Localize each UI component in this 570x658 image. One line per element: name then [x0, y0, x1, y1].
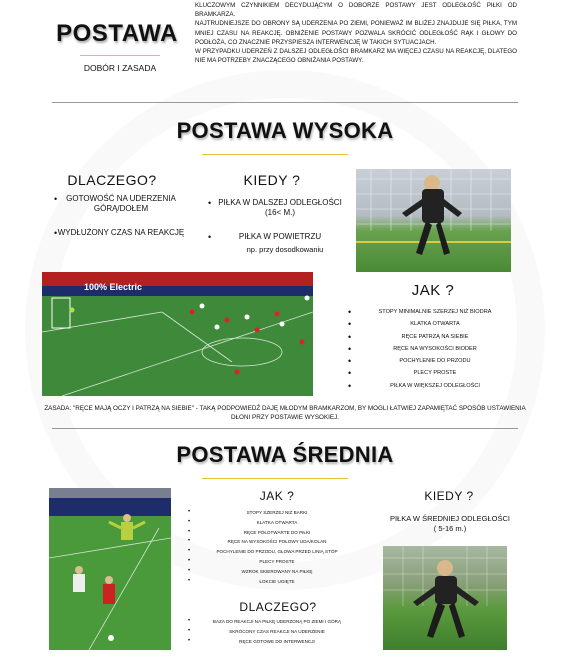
list-item: • STOPY MINIMALNIE SZERZEJ NIŻ BIODRA	[350, 306, 520, 318]
wysoka-dlaczego-heading: DLACZEGO?	[67, 172, 157, 188]
list-item: • RĘCE GOTOWE DO INTERWENCJI	[190, 637, 364, 647]
ad-board-text: 100% Electric	[84, 282, 143, 292]
zasada-text: ZASADA: "RĘCE MAJĄ OCZY I PATRZĄ NA SIEBIE" - TAKĄ PODPOWIEDŹ DAJĘ MŁODYM BRAMKARZOM, BY MOGLI ŁATWIEJ ZAPAMIĘTAĆ SPOSÓB USTAWIENIA DŁONI PRZY POSTAWIE WYSOKIEJ.	[44, 405, 526, 421]
section-underline	[202, 154, 348, 155]
list-item: • PIŁKA W DALSZEJ ODLEGŁOŚCI (16< M.)	[210, 198, 350, 218]
list-item: • POCHYLENIE DO PRZODU	[350, 355, 520, 367]
section-title-srednia: POSTAWA ŚREDNIA	[176, 442, 394, 467]
wysoka-jak-list	[350, 306, 520, 392]
section-underline	[202, 478, 348, 479]
list-item: • GOTOWOŚĆ NA UDERZENIA GÓRĄ/DOŁEM	[56, 194, 186, 214]
wysoka-kiedy-list	[210, 198, 350, 242]
list-item: • RĘCE NA WYSOKOŚCI POŁOWY UDA/KOLAN	[190, 537, 364, 547]
list-item: • SKRÓCONY CZAS REAKCJI NA UDERZENIE	[190, 627, 364, 637]
wysoka-kiedy-note: np. przy dosodkowaniu	[246, 245, 324, 254]
srednia-jak-list	[190, 508, 364, 586]
wysoka-kiedy-heading: KIEDY ?	[243, 172, 301, 188]
srednia-kiedy-range: ( 5-16 m.)	[433, 524, 467, 533]
list-item: • WZROK SKIEROWANY NA PIŁKĘ	[190, 567, 364, 577]
list-item: • PIŁKA W WIĘKSZEJ ODLEGŁOŚCI	[350, 380, 520, 392]
header	[0, 0, 570, 96]
divider	[52, 428, 518, 429]
srednia-kiedy-text: PIŁKA W ŚREDNIEJ ODLEGŁOŚCI	[389, 514, 511, 523]
srednia-kiedy-heading: KIEDY ?	[424, 489, 474, 503]
wysoka-jak-heading: JAK ?	[411, 282, 455, 299]
section-title-wysoka: POSTAWA WYSOKA	[176, 118, 394, 143]
list-item: • ŁOKCIE UGIĘTE	[190, 577, 364, 587]
list-item: • BAZA DO REAKCJI NA PIŁKĘ UDERZONĄ PO ZIEMI I GÓRĄ	[190, 617, 364, 627]
intro-text	[195, 1, 517, 65]
list-item: • PLECY PROSTE	[190, 557, 364, 567]
srednia-dlaczego-list	[190, 617, 364, 646]
list-item: • PIŁKA W POWIETRZU	[210, 232, 350, 242]
list-item: • RĘCE PÓŁOTWARTE DO PIŁKI	[190, 528, 364, 538]
srednia-jak-heading: JAK ?	[259, 489, 295, 503]
list-item: • POCHYLENIE DO PRZODU, GŁOWA PRZED LINIĄ STÓP	[190, 547, 364, 557]
divider	[52, 102, 518, 103]
srednia-dlaczego-heading: DLACZEGO?	[239, 600, 317, 614]
list-item: • RĘCE PATRZĄ NA SIEBIE	[350, 331, 520, 343]
page-title: POSTAWA	[56, 20, 178, 47]
intro-paragraph: NAJTRUDNIEJSZE DO OBRONY SĄ UDERZENIA PO ZIEMI, PONIEWAŻ IM BLIŻEJ ZNAJDUJE SIĘ PIŁKA, TYM MNIEJ CZASU NA REAKCJĘ. OBNIŻENIE POSTAWY POZWALA SKRÓCIĆ ODLEGŁOŚĆ RĄK I GŁOWY DO PODŁOŻA, CO ZNACZNIE PRZYSPIESZA INTERWENCJĘ W TAKICH SYTUACJACH.	[195, 20, 517, 46]
page-subtitle: DOBÓR I ZASADA	[83, 63, 157, 73]
match-photo-high	[42, 272, 313, 396]
list-item: • STOPY SZERZEJ NIŻ BARKI	[190, 508, 364, 518]
intro-paragraph: KLUCZOWYM CZYNNIKIEM DECYDUJĄCYM O DOBORZE POSTAWY JEST ODLEGŁOŚĆ PIŁKI OD BRAMKARZA.	[195, 2, 517, 19]
goalkeeper-photo-medium	[383, 546, 507, 650]
list-item: • PLECY PROSTE	[350, 367, 520, 379]
list-item: • KLATKA OTWARTA	[190, 518, 364, 528]
match-photo-medium	[49, 488, 171, 650]
title-underline	[80, 55, 160, 56]
goalkeeper-photo-high	[356, 169, 511, 272]
list-item: • RĘCE NA WYSOKOŚCI BIODER	[350, 343, 520, 355]
wysoka-dlaczego-list	[56, 194, 186, 238]
intro-paragraph: W PRZYPADKU UDERZEŃ Z DALSZEJ ODLEGŁOŚCI BRAMKARZ MA WIĘCEJ CZASU NA REAKCJĘ, DLATEGO NIE MA POTRZEBY ZNACZĄCEGO OBNIŻANIA POSTAWY.	[195, 48, 517, 65]
list-item: • KLATKA OTWARTA	[350, 318, 520, 330]
list-item: • WYDŁUŻONY CZAS NA REAKCJĘ	[56, 228, 186, 238]
